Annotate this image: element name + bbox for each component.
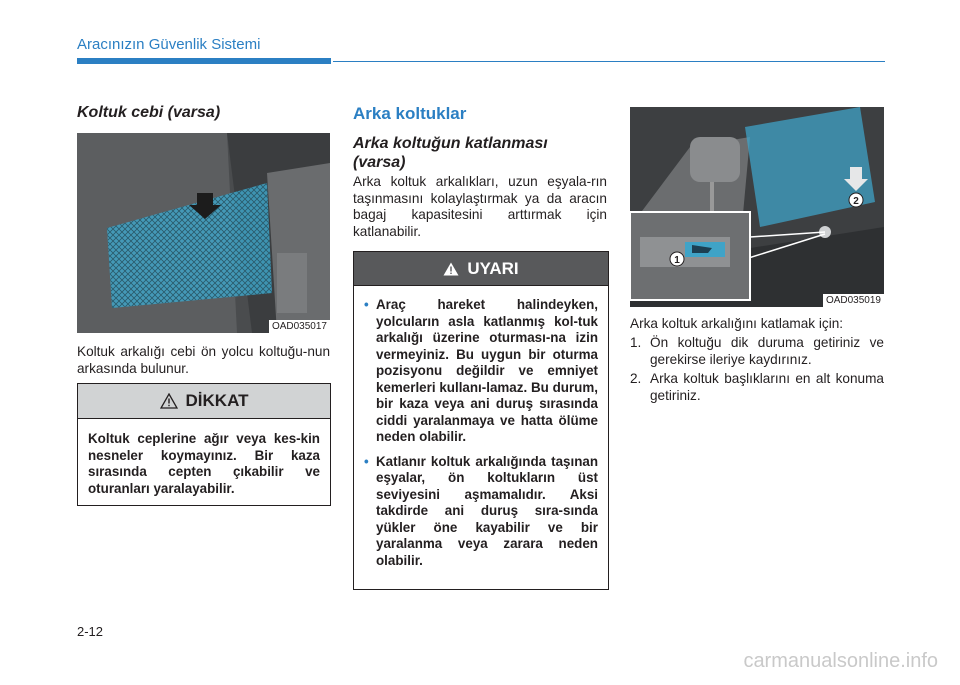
- caution-title: DİKKAT: [185, 391, 249, 410]
- warning-body: [354, 286, 608, 587]
- warning-triangle-filled-icon: [443, 262, 459, 276]
- warning-triangle-outline-icon: [160, 393, 178, 409]
- step-number: 1.: [630, 335, 642, 350]
- step-item: [630, 371, 884, 404]
- header-rule-thin: [333, 61, 885, 62]
- seat-pocket-illustration: [77, 133, 330, 333]
- caution-box: [77, 383, 331, 506]
- step-text: Ön koltuğu dik duruma getiriniz ve gerekirse ileriye kaydırınız.: [650, 335, 884, 367]
- watermark: carmanualsonline.info: [743, 650, 938, 672]
- folding-steps: [630, 335, 884, 404]
- step-item: [630, 335, 884, 368]
- subheading-line-2: (varsa): [353, 154, 406, 171]
- warning-box: [353, 251, 609, 590]
- callout-1: 1: [674, 255, 680, 266]
- seat-pocket-photo: [77, 133, 330, 333]
- caution-text: Koltuk ceplerine ağır veya kes-kin nesneler koymayınız. Bir kaza sırasında cepten çıkabilir ve oturanları yaralayabilir.: [88, 431, 320, 496]
- caution-header: [78, 384, 330, 419]
- subheading-line-1: Arka koltuğun katlanması: [353, 135, 548, 152]
- page-number: 2-12: [77, 624, 104, 639]
- seat-pocket-heading: Koltuk cebi (varsa): [77, 104, 221, 121]
- rear-seats-heading: Arka koltuklar: [353, 104, 467, 123]
- warning-item: • Araç hareket halindeyken, yolcuların asla katlanmış kol-tuk arkalığı üzerine oturması-na izin vermeyiniz. Bu uygun bir oturma pozisyonu değildir ve emniyet kemerleri kullanı-lamaz. Bu durum, bir kaza veya ani duruş sırasında ciddi yaralanmaya ve hatta ölüme neden olabilir.: [364, 297, 598, 446]
- step-number: 2.: [630, 371, 642, 386]
- seat-pocket-paragraph: Koltuk arkalığı cebi ön yolcu koltuğu-nun arkasında bulunur.: [77, 344, 330, 376]
- section-title: Aracınızın Güvenlik Sistemi: [77, 36, 261, 53]
- rear-seat-photo: [630, 107, 884, 307]
- rear-seat-paragraph: Arka koltuk arkalıkları, uzun eşyala-rın taşınmasını kolaylaştırmak ya da aracın bagaj kapasitesini arttırmak için katlanabilir.: [353, 174, 607, 239]
- image-code: OAD035019: [823, 294, 884, 307]
- callout-2: 2: [853, 196, 859, 207]
- folding-intro: Arka koltuk arkalığını katlamak için:: [630, 316, 844, 331]
- warning-item: • Katlanır koltuk arkalığında taşınan eşyalar, ön koltukların üst seviyesini aşmamalıdır. Aksi takdirde ani duruş sıra-sında yükler öne kayabilir ve bir yaralanma veya zarara neden olabilir.: [364, 454, 598, 570]
- header-rule-thick: [77, 58, 331, 64]
- warning-header: [354, 252, 608, 286]
- rear-seat-folding-heading: [353, 134, 608, 172]
- image-code: OAD035017: [269, 320, 330, 333]
- warning-title: UYARI: [467, 258, 519, 278]
- rear-seat-illustration: [630, 107, 884, 307]
- step-text: Arka koltuk başlıklarını en alt konuma getiriniz.: [650, 371, 884, 403]
